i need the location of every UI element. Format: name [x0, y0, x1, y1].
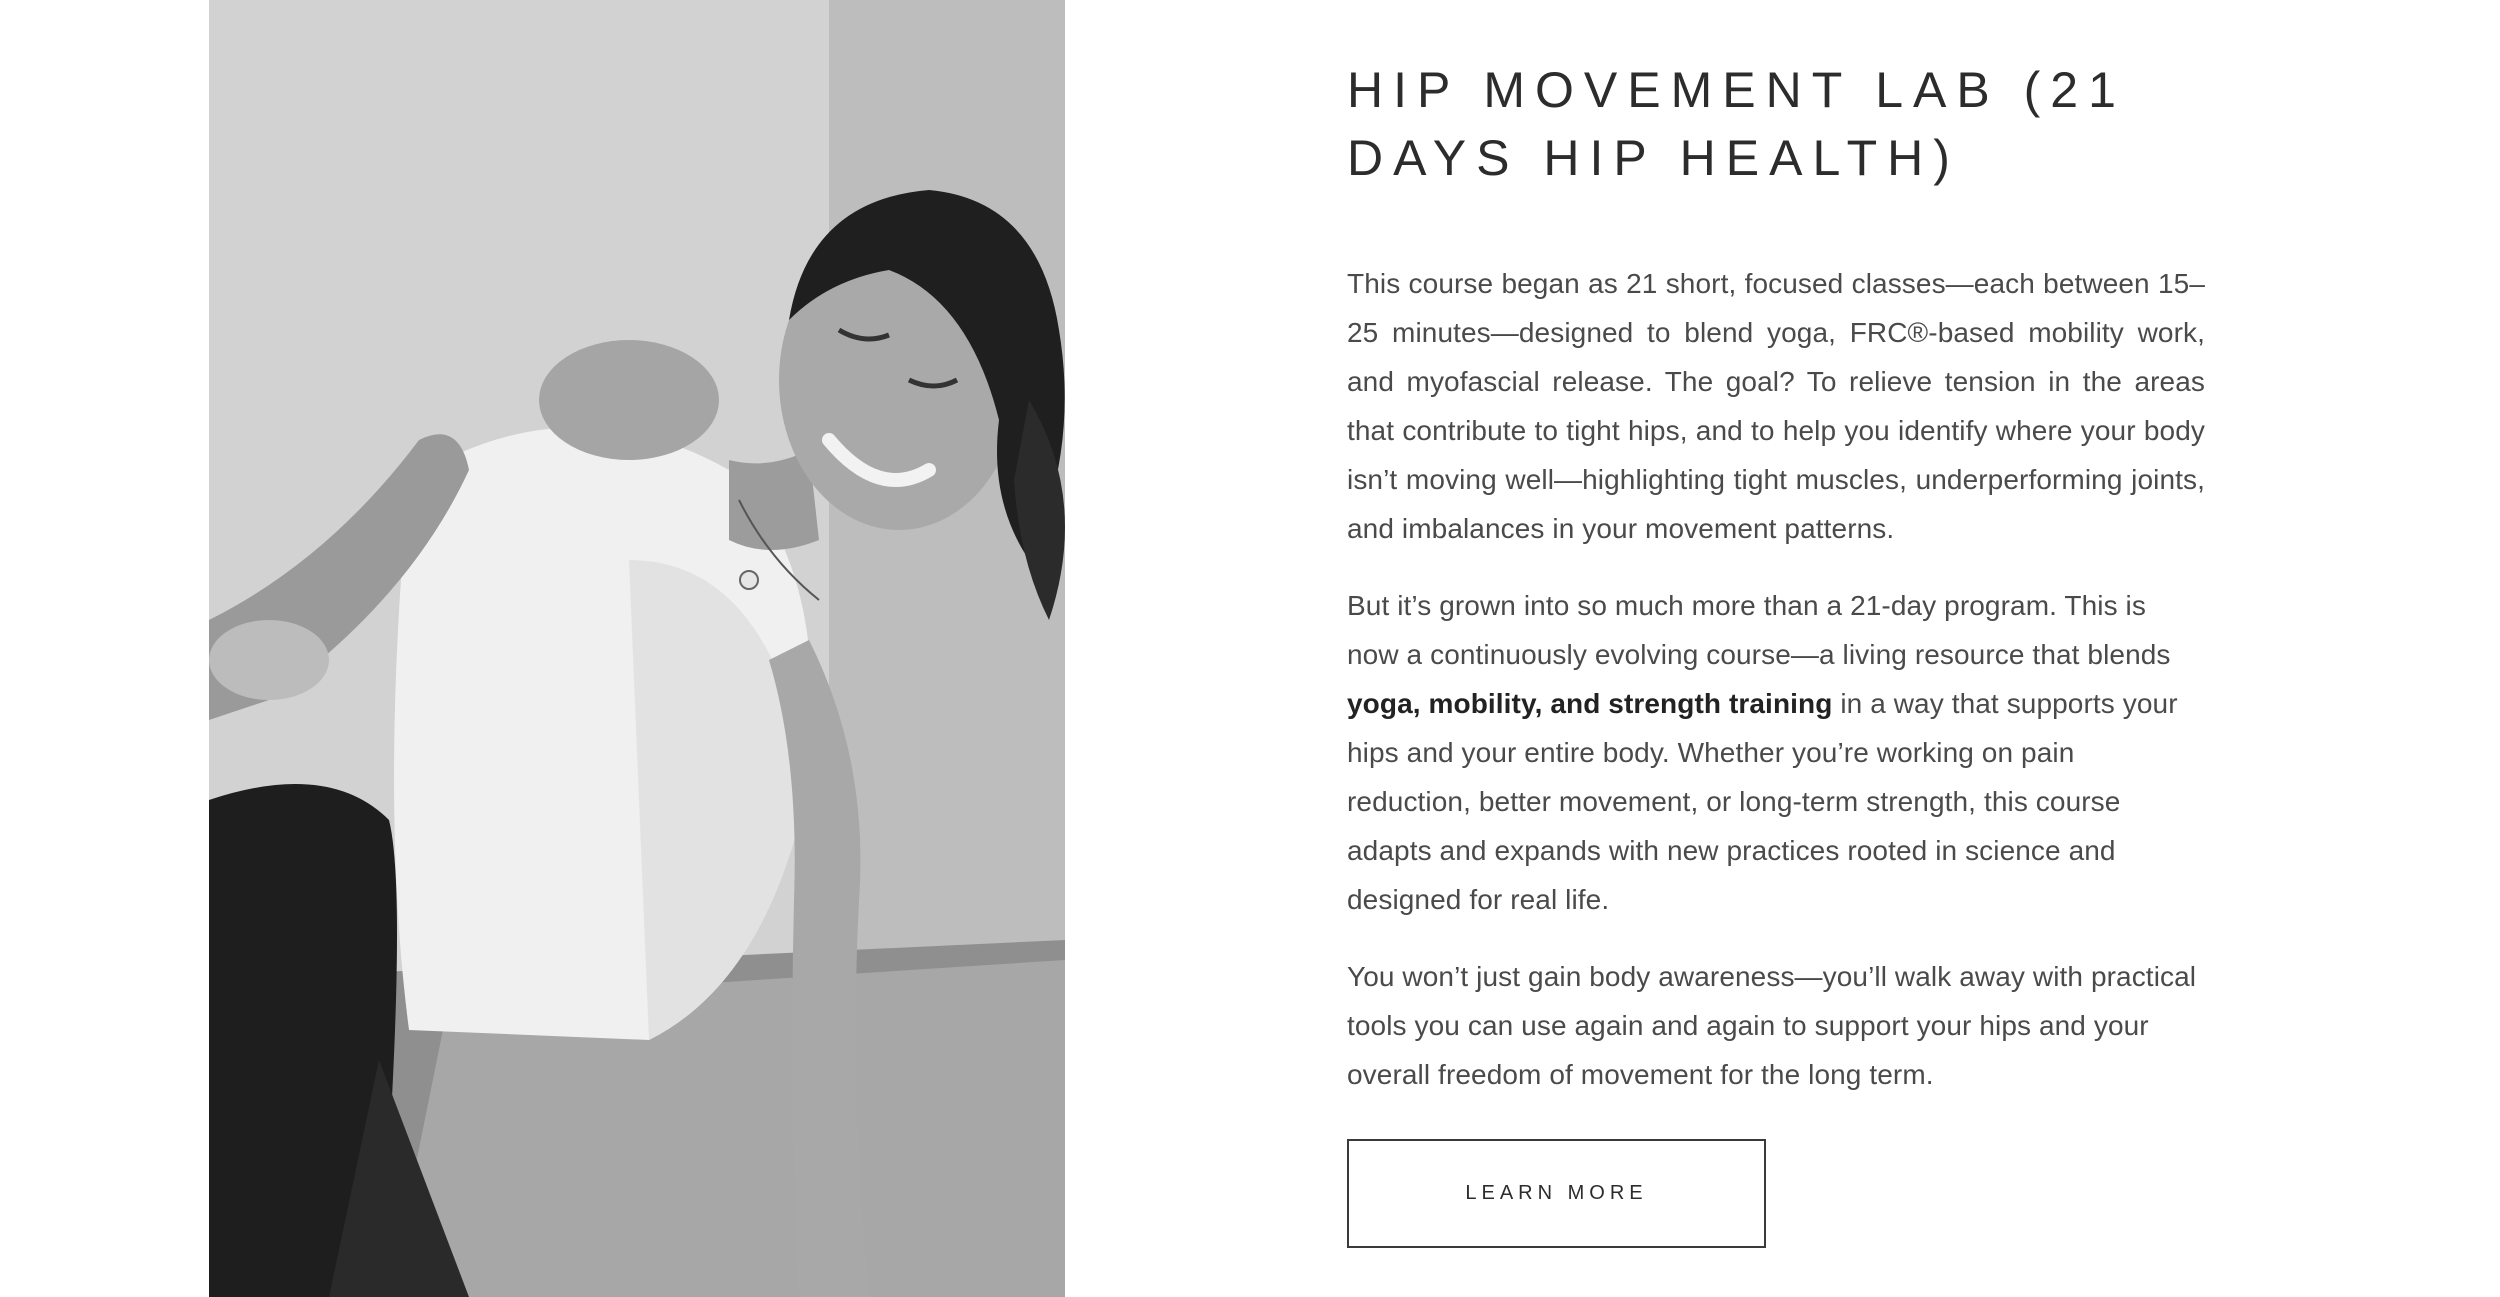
course-description-paragraph-1: This course began as 21 short, focused classes—each between 15–25 minutes—designed to blend yoga, FRC®-based mobility work, and myofascial release. The goal? To relieve tension in the areas that contribute to tight hips, and to help you identify where your body isn’t moving well—highlighting tight muscles, underperforming joints, and imbalances in your movement patterns. — [1347, 268, 2205, 544]
paragraph-2-text-end: in a way that supports your hips and your entire body. Whether you’re working on pain reduction, better movement, or long-term strength, this course adapts and expands with new practices rooted in science and designed for real life. — [1347, 688, 2178, 915]
paragraph-2-text-start: But it’s grown into so much more than a 21-day program. This is now a continuously evolving course—a living resource that blends — [1347, 590, 2171, 670]
paragraph-2-bold-text: yoga, mobility, and strength training — [1347, 688, 1833, 719]
course-content — [1347, 56, 2205, 1099]
course-title: HIP MOVEMENT LAB (21 DAYS HIP HEALTH) — [1347, 62, 2126, 186]
course-description-paragraph-3: You won’t just gain body awareness—you’ll walk away with practical tools you can use again and again to support your hips and your overall freedom of movement for the long term. — [1347, 961, 2197, 1090]
hero-photo — [209, 0, 1065, 1297]
learn-more-button[interactable]: LEARN MORE — [1347, 1139, 1766, 1248]
course-description-paragraph-2 — [1347, 581, 2205, 924]
hero-photo-illustration — [209, 0, 1065, 1297]
